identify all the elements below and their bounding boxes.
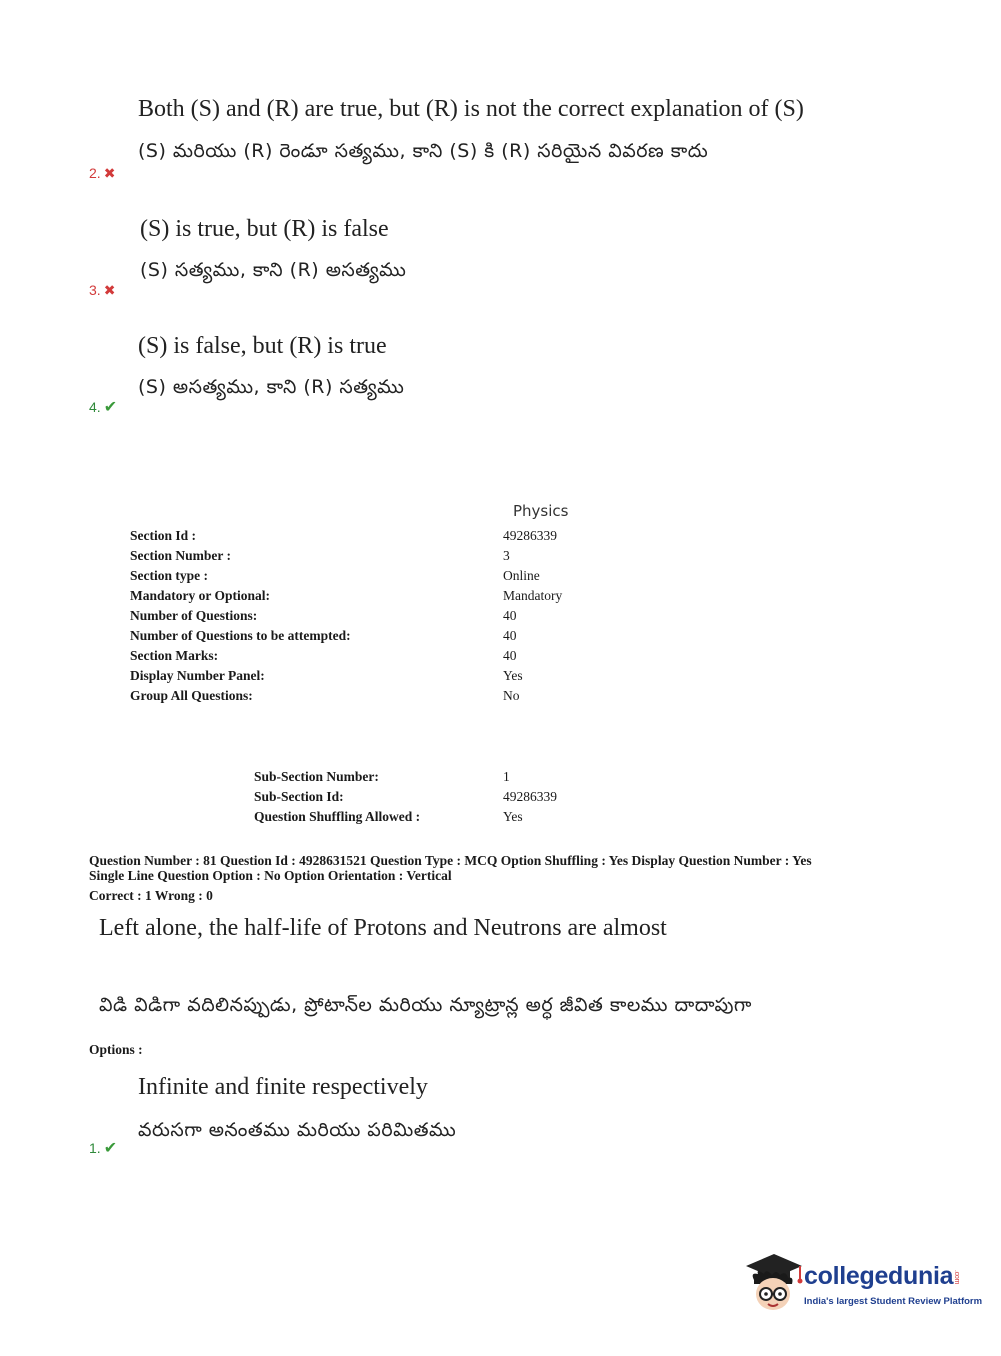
- section-id-value: 49286339: [503, 528, 557, 543]
- display-panel-value: Yes: [503, 668, 523, 683]
- mandatory-value: Mandatory: [503, 588, 563, 603]
- option-2-english: Both (S) and (R) are true, but (R) is not the correct explanation of (S): [138, 96, 804, 122]
- checkmark-icon: ✔: [103, 399, 118, 416]
- question-text-telugu: విడి విడిగా వదిలినప్పుడు, ప్రోటాన్‌ల మరియు న్యూట్రాన్ల అర్ధ జీవిత కాలము దాదాపుగా: [99, 994, 752, 1016]
- subsection-number-label: Sub-Section Number:: [254, 769, 379, 784]
- logo-name: collegedunia: [804, 1262, 954, 1290]
- group-questions-value: No: [503, 688, 520, 703]
- question-meta-line-3: Correct : 1 Wrong : 0: [89, 888, 213, 903]
- option-1-telugu: వరుసగా అనంతము మరియు పరిమితము: [138, 1119, 457, 1141]
- group-questions-label: Group All Questions:: [130, 688, 253, 703]
- section-id-label: Section Id :: [130, 528, 197, 543]
- option-3-english: (S) is true, but (R) is false: [140, 216, 389, 242]
- num-questions-label: Number of Questions:: [130, 608, 258, 623]
- subsection-id-label: Sub-Section Id:: [254, 789, 344, 804]
- section-title: Physics: [513, 502, 569, 520]
- logo-tagline: India's largest Student Review Platform: [804, 1296, 983, 1307]
- display-panel-label: Display Number Panel:: [130, 668, 265, 683]
- option-1-english: Infinite and finite respectively: [138, 1074, 428, 1100]
- student-mascot-icon: [742, 1250, 804, 1320]
- option-4-marker: [89, 397, 117, 417]
- option-number: 3.: [89, 282, 101, 298]
- option-number: 4.: [89, 399, 101, 415]
- checkmark-icon: ✔: [103, 1140, 118, 1157]
- question-meta-line-1: Question Number : 81 Question Id : 4928631521 Question Type : MCQ Option Shuffling : Yes Display Question Number : Yes: [89, 853, 812, 868]
- question-meta-line-2: Single Line Question Option : No Option Orientation : Vertical: [89, 868, 452, 883]
- option-3-marker: [89, 282, 115, 299]
- num-attempt-value: 40: [503, 628, 517, 643]
- collegedunia-logo: [742, 1250, 983, 1320]
- section-marks-label: Section Marks:: [130, 648, 219, 663]
- cross-icon: ✖: [103, 165, 116, 181]
- option-3-telugu: (S) సత్యము, కాని (R) అసత్యము: [140, 259, 407, 281]
- cross-icon: ✖: [103, 282, 116, 298]
- shuffling-label: Question Shuffling Allowed :: [254, 809, 421, 824]
- section-type-label: Section type :: [130, 568, 208, 583]
- option-2-telugu: (S) మరియు (R) రెండూ సత్యము, కాని (S) కి (R) సరియైన వివరణ కాదు: [138, 140, 709, 162]
- section-number-label: Section Number :: [130, 548, 231, 563]
- mandatory-label: Mandatory or Optional:: [130, 588, 271, 603]
- option-2-marker: [89, 165, 115, 182]
- num-questions-value: 40: [503, 608, 517, 623]
- question-text-english: Left alone, the half-life of Protons and Neutrons are almost: [99, 915, 667, 941]
- logo-wordmark: [804, 1262, 960, 1291]
- section-marks-value: 40: [503, 648, 517, 663]
- options-label: Options :: [89, 1042, 143, 1057]
- subsection-number-value: 1: [503, 769, 510, 784]
- option-number: 1.: [89, 1140, 101, 1156]
- option-number: 2.: [89, 165, 101, 181]
- option-4-english: (S) is false, but (R) is true: [138, 333, 387, 359]
- option-4-telugu: (S) అసత్యము, కాని (R) సత్యము: [138, 376, 405, 398]
- num-attempt-label: Number of Questions to be attempted:: [130, 628, 351, 643]
- section-type-value: Online: [503, 568, 540, 583]
- shuffling-value: Yes: [503, 809, 523, 824]
- logo-suffix: .com: [953, 1270, 961, 1285]
- section-number-value: 3: [503, 548, 510, 563]
- option-1-marker: [89, 1138, 117, 1158]
- subsection-id-value: 49286339: [503, 789, 557, 804]
